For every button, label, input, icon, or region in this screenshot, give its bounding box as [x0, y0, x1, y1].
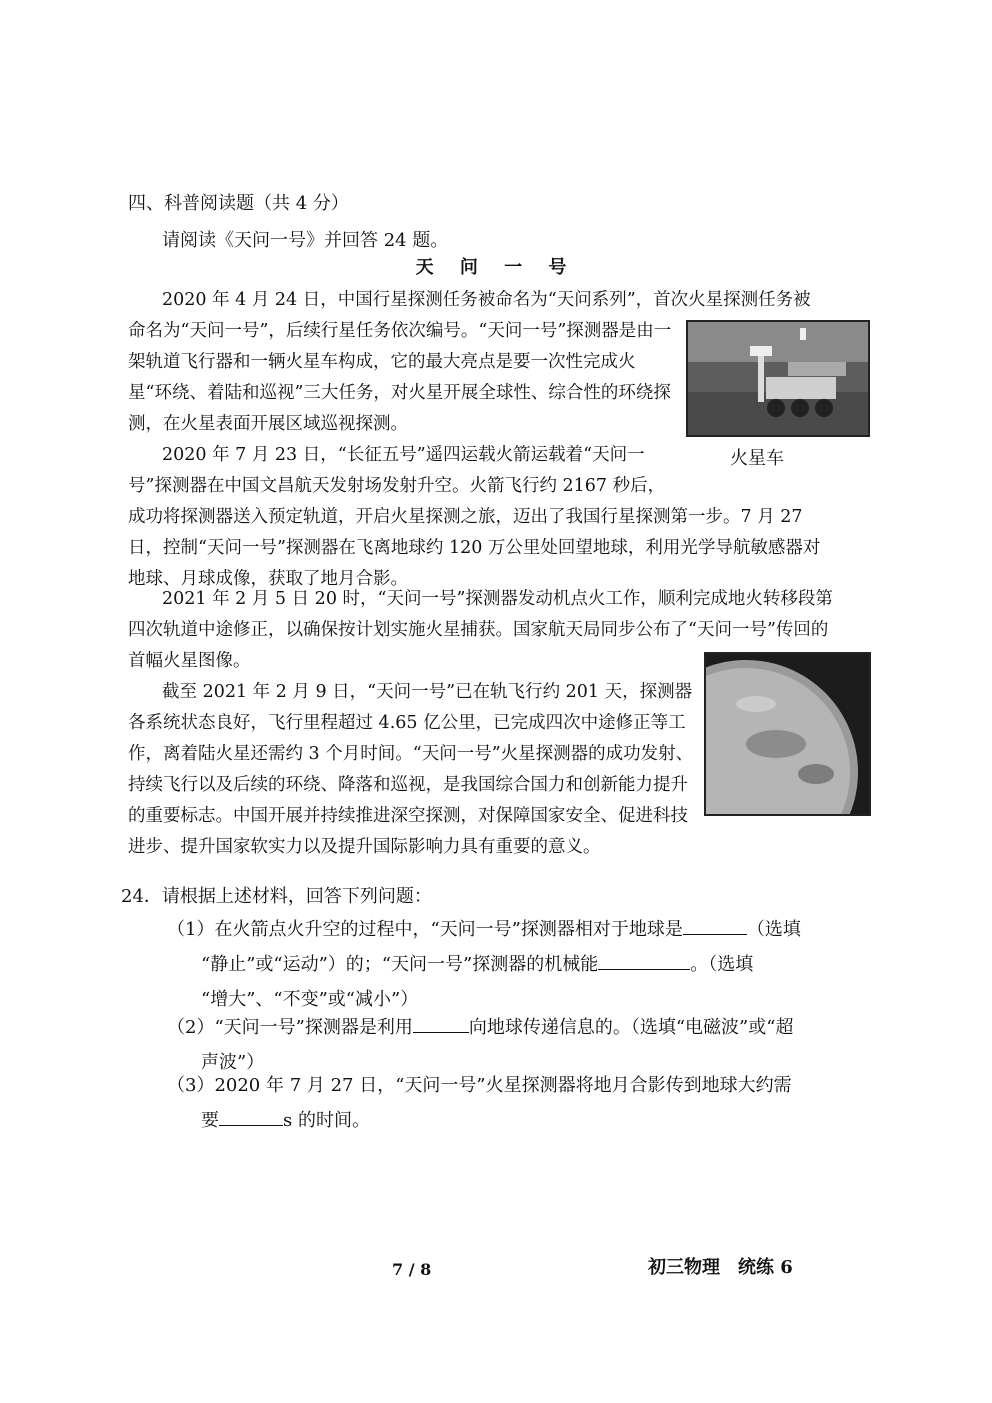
paragraph-3: 2021 年 2 月 5 日 20 时，“天问一号”探测器发动机点火工作，顺利完成地火转移段第四次轨道中途修正，以确保按计划实施火星捕获。国家航天局同步公布了“天问一号”传回的首幅火星图像。	[128, 589, 833, 671]
paragraph-2-part-1: 2020 年 7 月 23 日，“长征五号”遥四运载火箭运载着“天问一号”探测器在中国文昌航天发射场发射升空。火箭飞行约 2167 秒后，	[128, 445, 666, 496]
q3-text-c: s 的时间。	[283, 1110, 370, 1131]
q2-text-c: 声波”）	[201, 1052, 265, 1073]
answer-blank-motion[interactable]	[683, 916, 747, 935]
paragraph-4: 截至 2021 年 2 月 9 日，“天问一号”已在轨飞行约 201 天，探测器各系统状态良好，飞行里程超过 4.65 亿公里，已完成四次中途修正等工作，离着陆火星还需约 3 个月时间。“天问一号”火星探测器的成功发射、持续飞行以及后续的环绕、降落和巡视，是我国综合国力和创新能力提升的重要标志。中国开展并持续推进深空探测，对保障国家安全、促进科技进步、提升国家软实力以及提升国际影响力具有重要的意义。	[128, 682, 694, 857]
q3-text-b: 要	[201, 1110, 219, 1131]
question-24-part-1	[167, 912, 847, 1017]
section-title: 四、科普阅读题（共 4 分）	[128, 193, 349, 214]
q1-text-e: “增大”、“不变”或“减小”）	[201, 989, 419, 1010]
q1-text-b: （选填	[746, 919, 801, 940]
q1-text-d: 。（选填	[690, 954, 754, 975]
question-24-heading: 24．请根据上述材料，回答下列问题：	[121, 886, 432, 907]
rover-caption: 火星车	[730, 448, 784, 469]
footer-subject: 初三物理 统练 6	[648, 1257, 793, 1278]
mars-rover-photo	[686, 320, 870, 437]
question-24-part-3	[167, 1068, 847, 1138]
paragraph-2-part-2: 成功将探测器送入预定轨道，开启火星探测之旅，迈出了我国行星探测第一步。7 月 27 日，控制“天问一号”探测器在飞离地球约 120 万公里处回望地球，利用光学导航敏感器对地球、月球成像，获取了地月合影。	[128, 507, 821, 589]
page-number: 7 / 8	[392, 1260, 432, 1279]
paragraph-1-line-1: 2020 年 4 月 24 日，中国行星探测任务被命名为“天问系列”，首次火星探测任务被	[162, 290, 811, 310]
q1-text-a: （1）在火箭点火升空的过程中，“天问一号”探测器相对于地球是	[167, 919, 683, 940]
q3-text-a: （3）2020 年 7 月 27 日，“天问一号”火星探测器将地月合影传到地球大约需	[167, 1075, 792, 1096]
paragraph-1-rest: 命名为“天问一号”，后续行星任务依次编号。“天问一号”探测器是由一架轨道飞行器和一辆火星车构成，它的最大亮点是要一次性完成火星“环绕、着陆和巡视”三大任务，对火星开展全球性、综合性的环绕探测，在火星表面开展区域巡视探测。	[128, 321, 672, 434]
article-title: 天 问 一 号	[415, 257, 577, 278]
mars-image	[704, 652, 871, 816]
mars-rover-illustration	[688, 322, 868, 435]
answer-blank-wave-type[interactable]	[413, 1014, 469, 1033]
answer-blank-time[interactable]	[219, 1107, 283, 1126]
mars-planet-illustration	[706, 654, 869, 814]
q2-text-b: 向地球传递信息的。（选填“电磁波”或“超	[468, 1017, 794, 1038]
answer-blank-mechanical-energy[interactable]	[598, 951, 690, 970]
reading-instruction: 请阅读《天问一号》并回答 24 题。	[162, 230, 449, 251]
q2-text-a: （2）“天问一号”探测器是利用	[167, 1017, 413, 1038]
q1-text-c: “静止”或“运动”）的；“天问一号”探测器的机械能	[201, 954, 599, 975]
